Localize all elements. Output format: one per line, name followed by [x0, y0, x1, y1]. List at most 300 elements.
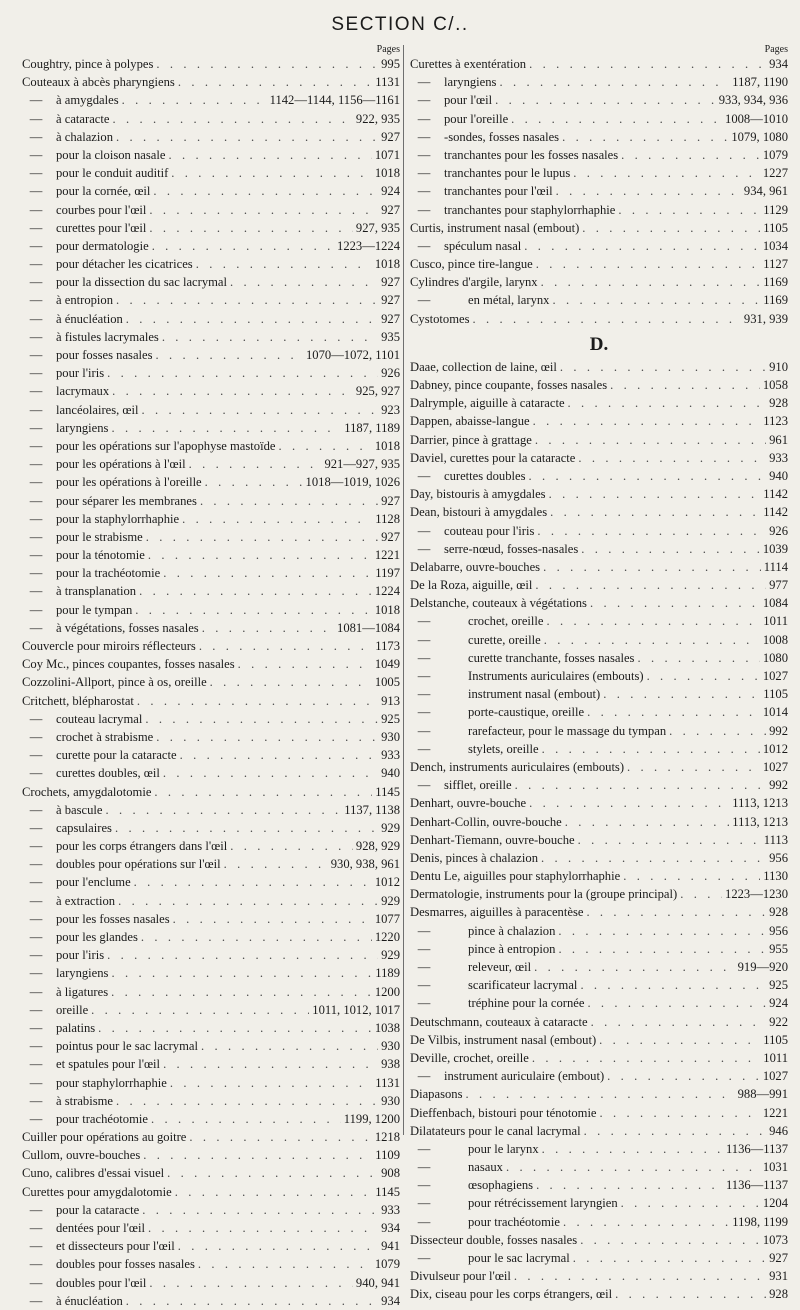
entry-label: Dabney, pince coupante, fosses nasales [410, 378, 608, 392]
ditto-dash: — [417, 996, 431, 1011]
entry-page: 931 [769, 1269, 788, 1284]
ditto-dash: — [417, 75, 431, 90]
entry-label: pour le strabisme [56, 529, 143, 544]
entry-label: releveur, œil [468, 960, 532, 974]
entry-label: Curettes à exentération [410, 57, 527, 71]
entry-page: 1008—1010 [725, 111, 788, 126]
entry-label: en métal, larynx [468, 293, 550, 308]
index-entry [410, 431, 788, 449]
ditto-dash: — [29, 366, 43, 381]
index-entry [410, 1104, 788, 1122]
entry-label: pour le conduit auditif [56, 166, 169, 181]
index-entry [410, 1194, 788, 1212]
dot-leader [578, 449, 766, 467]
entry-label: Cylindres d'argile, larynx [410, 275, 538, 290]
index-entry [410, 558, 788, 576]
index-entry [410, 1249, 788, 1267]
entry-page: 922 [769, 1014, 788, 1029]
entry-page: 1200 [374, 984, 400, 999]
entry-page: 1204 [762, 1196, 788, 1211]
entry-label: à bascule [56, 802, 103, 817]
entry-page: 927 [381, 293, 400, 308]
dot-leader [148, 1219, 378, 1237]
entry-page: 1079 [374, 1257, 400, 1272]
index-entry [22, 401, 400, 419]
entry-page: 1189 [375, 966, 400, 981]
ditto-dash: — [29, 802, 43, 817]
entry-page: 940 [769, 468, 788, 483]
index-entry [410, 849, 788, 867]
ditto-dash: — [29, 1257, 43, 1272]
entry-page: 1114 [763, 559, 788, 574]
entry-page: 1070—1072, 1101 [306, 348, 400, 362]
dot-leader [495, 91, 716, 109]
entry-page: 988—991 [737, 1087, 788, 1102]
entry-page: 931, 939 [743, 311, 788, 326]
entry-page: 1018 [374, 602, 400, 617]
index-entry [22, 382, 400, 400]
entry-page: 1058 [762, 378, 788, 392]
dot-leader [541, 849, 766, 867]
index-entry [410, 1140, 788, 1158]
entry-page: 1221 [762, 1105, 788, 1120]
index-column-left [22, 45, 400, 1310]
index-entry [410, 412, 788, 430]
dot-leader [116, 291, 378, 309]
entry-page: 1109 [375, 1148, 400, 1163]
entry-label: Dermatologie, instruments pour la (groupe principal) [410, 887, 678, 902]
entry-label: curettes pour l'œil [56, 220, 147, 235]
ditto-dash: — [29, 1057, 43, 1072]
entry-page: 961 [769, 432, 788, 447]
entry-label: pour la cloison nasale [56, 147, 166, 162]
ditto-dash: — [417, 1214, 431, 1229]
dot-leader [586, 903, 766, 921]
entry-label: crochet à strabisme [56, 729, 154, 744]
dot-leader [580, 1231, 760, 1249]
entry-page: 910 [769, 359, 788, 374]
index-entry [410, 73, 788, 91]
entry-label: oreille [56, 1002, 89, 1017]
entry-page: 1142—1144, 1156—1161 [269, 93, 400, 108]
entry-label: Couvercle pour miroirs réflecteurs [22, 639, 196, 653]
entry-label: tranchantes pour les fosses nasales [444, 147, 619, 162]
entry-label: Dench, instruments auriculaires (embouts) [410, 759, 625, 774]
ditto-dash: — [29, 766, 43, 781]
entry-page: 1136—1137 [725, 1141, 788, 1156]
index-entry [22, 764, 400, 782]
entry-page: 925 [381, 711, 400, 726]
entry-label: Cuiller pour opérations au goitre [22, 1130, 187, 1145]
index-entry [22, 146, 400, 164]
entry-label: pour la cataracte [56, 1202, 140, 1217]
index-entry [22, 255, 400, 273]
entry-page: 1197 [375, 566, 400, 581]
entry-page: 1129 [763, 202, 788, 217]
ditto-dash: — [29, 202, 43, 217]
index-entry [410, 128, 788, 146]
entry-page: 934, 961 [743, 184, 788, 199]
dot-leader [580, 976, 766, 994]
entry-label: pour les fosses nasales [56, 911, 170, 926]
entry-label: Instruments auriculaires (embouts) [468, 669, 644, 683]
entry-label: à fistules lacrymales [56, 329, 159, 344]
dot-leader [173, 910, 372, 928]
entry-page: 977 [769, 578, 788, 593]
entry-page: 1223—1230 [725, 887, 788, 902]
entry-page: 933 [769, 450, 788, 465]
entry-label: De Vilbis, instrument nasal (embout) [410, 1032, 597, 1047]
index-entry [22, 928, 400, 946]
index-entry [22, 946, 400, 964]
dot-leader [552, 291, 760, 309]
entry-page: 927 [381, 129, 400, 144]
ditto-dash: — [417, 741, 431, 756]
ditto-dash: — [29, 966, 43, 981]
dot-leader [560, 358, 766, 376]
index-entry [22, 601, 400, 619]
entry-page: 938 [381, 1057, 400, 1072]
entry-page: 992 [769, 778, 788, 793]
index-entry [410, 776, 788, 794]
index-entry [22, 310, 400, 328]
entry-page: 1137, 1138 [344, 802, 400, 817]
ditto-dash: — [417, 111, 431, 126]
ditto-dash: — [29, 1093, 43, 1108]
dot-leader [584, 1122, 766, 1140]
dot-leader [563, 1213, 729, 1231]
entry-page: 1049 [374, 657, 400, 672]
entry-label: serre-nœud, fosses-nasales [444, 541, 579, 556]
entry-page: 1128 [375, 511, 400, 526]
index-entry [410, 164, 788, 182]
index-entry [410, 885, 788, 903]
dot-leader [116, 1092, 378, 1110]
entry-page: 1011 [763, 1050, 788, 1065]
entry-label: instrument nasal (embout) [468, 687, 601, 702]
ditto-dash: — [29, 257, 43, 272]
ditto-dash: — [417, 202, 431, 217]
index-entry [22, 710, 400, 728]
entry-page: 929 [381, 820, 400, 835]
dot-leader [547, 612, 761, 630]
ditto-dash: — [417, 468, 431, 483]
ditto-dash: — [29, 748, 43, 763]
dot-leader [549, 485, 761, 503]
entry-page: 927 [381, 529, 400, 544]
index-entry [410, 867, 788, 885]
entry-page: 1169 [763, 275, 788, 290]
ditto-dash: — [29, 184, 43, 199]
index-entry [22, 91, 400, 109]
entry-label: curette tranchante, fosses nasales [468, 650, 635, 665]
dot-leader [134, 873, 372, 891]
entry-label: Dean, bistouri à amygdales [410, 505, 548, 520]
entry-label: à strabisme [56, 1093, 114, 1108]
dot-leader [238, 655, 372, 673]
dot-leader [126, 310, 378, 328]
index-entry [22, 582, 400, 600]
entry-label: à végétations, fosses nasales [56, 620, 199, 635]
entry-label: à entropion [56, 293, 114, 308]
index-entry [22, 164, 400, 182]
index-entry [410, 146, 788, 164]
dot-leader [182, 510, 372, 528]
dot-leader [112, 110, 352, 128]
dot-leader [189, 1128, 371, 1146]
dot-leader [587, 994, 766, 1012]
entry-label: à énucléation [56, 311, 123, 326]
entry-label: à chalazion [56, 129, 113, 144]
entry-page: 927 [381, 202, 400, 217]
entry-page: 925, 927 [355, 384, 400, 399]
entry-label: curette, oreille [468, 632, 541, 647]
dot-leader [558, 940, 766, 958]
ditto-dash: — [417, 147, 431, 162]
entry-page: 1105 [763, 687, 788, 702]
index-entry [22, 510, 400, 528]
index-entry [410, 794, 788, 812]
entry-label: pince à entropion [468, 941, 556, 956]
entry-label: tranchantes pour l'œil [444, 184, 553, 199]
index-entry [22, 1037, 400, 1055]
entry-page: 1014 [762, 705, 788, 720]
index-entry [410, 1085, 788, 1103]
index-entry [410, 1285, 788, 1303]
ditto-dash: — [417, 1160, 431, 1175]
dot-leader [196, 255, 372, 273]
entry-label: et dissecteurs pour l'œil [56, 1239, 175, 1254]
dot-leader [472, 310, 740, 328]
entry-page: 1039 [762, 541, 788, 556]
ditto-dash: — [417, 614, 431, 629]
dot-leader [680, 885, 722, 903]
entry-label: Coy Mc., pinces coupantes, fosses nasales [22, 657, 235, 672]
index-entry [410, 594, 788, 612]
index-entry [22, 55, 400, 73]
dot-leader [542, 740, 760, 758]
dot-leader [610, 376, 760, 394]
index-entry [22, 855, 400, 873]
entry-page: 933, 934, 936 [718, 93, 788, 108]
index-entry [22, 291, 400, 309]
entry-page: 927, 935 [355, 220, 400, 235]
dot-leader [627, 758, 760, 776]
entry-label: à cataracte [56, 111, 110, 126]
entry-page: 1080 [762, 650, 788, 665]
entry-label: à énucléation [56, 1293, 123, 1308]
dot-leader [141, 928, 372, 946]
ditto-dash: — [29, 438, 43, 453]
dot-leader [537, 522, 766, 540]
dot-leader [171, 164, 372, 182]
index-entry [410, 182, 788, 200]
entry-label: pour l'iris [56, 948, 105, 963]
dot-leader [106, 801, 342, 819]
index-entry [410, 831, 788, 849]
entry-page: 1105 [763, 1032, 788, 1047]
ditto-dash: — [29, 1111, 43, 1126]
index-entry [22, 419, 400, 437]
ditto-dash: — [29, 1020, 43, 1035]
entry-page: 1169 [763, 293, 788, 308]
index-entry [22, 801, 400, 819]
ditto-dash: — [29, 857, 43, 872]
entry-label: stylets, oreille [468, 741, 539, 756]
dot-leader [112, 382, 353, 400]
entry-label: pour staphylorrhaphie [56, 1075, 167, 1090]
dot-leader [542, 1140, 723, 1158]
entry-label: pour la trachéotomie [56, 566, 161, 581]
entry-label: doubles pour l'œil [56, 1275, 147, 1290]
entry-label: doubles pour opérations sur l'œil [56, 857, 221, 872]
dot-leader [647, 667, 760, 685]
dot-leader [156, 346, 303, 364]
dot-leader [514, 1267, 766, 1285]
index-entry [22, 1110, 400, 1128]
entry-page: 1218 [374, 1130, 400, 1145]
entry-page: 934 [381, 1221, 400, 1235]
dot-leader [623, 867, 760, 885]
dot-leader [528, 467, 766, 485]
index-entry [22, 692, 400, 710]
entry-page: 1113, 1213 [732, 796, 788, 811]
entry-label: pour trachéotomie [56, 1111, 148, 1126]
dot-leader [111, 419, 341, 437]
entry-label: Divulseur pour l'œil [410, 1269, 511, 1284]
entry-label: Darrier, pince à grattage [410, 432, 532, 447]
entry-page: 908 [381, 1166, 400, 1181]
entry-label: Critchett, blépharostat [22, 693, 134, 708]
entry-label: pour le sac lacrymal [468, 1251, 570, 1265]
ditto-dash: — [29, 311, 43, 326]
index-entry [410, 503, 788, 521]
dot-leader [465, 1085, 734, 1103]
entry-page: 1018 [374, 438, 400, 453]
index-entry [22, 437, 400, 455]
index-entry [22, 219, 400, 237]
index-entry [22, 110, 400, 128]
index-entry [410, 1013, 788, 1031]
dot-leader [189, 455, 322, 473]
entry-label: lacrymaux [56, 384, 110, 399]
entry-page: 1027 [762, 669, 788, 683]
ditto-dash: — [29, 711, 43, 726]
ditto-dash: — [417, 687, 431, 702]
column-divider [403, 45, 404, 1135]
ditto-dash: — [29, 275, 43, 290]
entry-page: 1011 [763, 614, 788, 629]
dot-leader [149, 219, 353, 237]
ditto-dash: — [29, 529, 43, 544]
entry-page: 956 [769, 923, 788, 938]
index-entry [22, 128, 400, 146]
entry-label: Cozzolini-Allport, pince à os, oreille [22, 675, 207, 690]
index-entry [410, 1267, 788, 1285]
dot-leader [163, 1055, 378, 1073]
ditto-dash: — [417, 1251, 431, 1265]
entry-page: 1187, 1190 [732, 75, 788, 90]
ditto-dash: — [417, 166, 431, 181]
dot-leader [151, 1110, 341, 1128]
index-entry [22, 1128, 400, 1146]
dot-leader [568, 394, 767, 412]
index-entry [22, 1255, 400, 1273]
entry-page: 1031 [762, 1160, 788, 1175]
index-entry [410, 758, 788, 776]
index-entry [410, 310, 788, 328]
dot-leader [199, 637, 372, 655]
dot-leader [111, 964, 372, 982]
entry-page: 934 [381, 1293, 400, 1308]
index-entry [410, 740, 788, 758]
dot-leader [581, 540, 760, 558]
dot-leader [543, 558, 761, 576]
entry-label: laryngiens [56, 966, 109, 981]
entry-page: 923 [381, 402, 400, 417]
dot-leader [587, 703, 760, 721]
dot-leader [205, 473, 303, 491]
dot-leader [535, 431, 766, 449]
dot-leader [201, 1037, 378, 1055]
index-entry [22, 1292, 400, 1310]
entry-page: 933 [381, 748, 400, 763]
index-entry [22, 346, 400, 364]
ditto-dash: — [29, 420, 43, 435]
ditto-dash: — [29, 875, 43, 890]
ditto-dash: — [417, 129, 431, 144]
ditto-dash: — [417, 941, 431, 956]
entry-label: curettes doubles [444, 468, 526, 483]
entry-label: curettes doubles, œil [56, 766, 160, 781]
dot-leader [515, 776, 766, 794]
dot-leader [532, 1049, 760, 1067]
entry-label: Daae, collection de laine, œil [410, 359, 557, 374]
ditto-dash: — [29, 166, 43, 181]
dot-leader [615, 1285, 766, 1303]
entry-label: Dieffenbach, bistouri pour ténotomie [410, 1105, 597, 1120]
ditto-dash: — [417, 238, 431, 253]
ditto-dash: — [29, 1275, 43, 1290]
entry-label: pour les corps étrangers dans l'œil [56, 839, 228, 854]
dot-leader [202, 619, 334, 637]
entry-label: Daviel, curettes pour la cataracte [410, 450, 576, 465]
dot-leader [107, 364, 378, 382]
entry-page: 1187, 1189 [344, 420, 400, 435]
entry-page: 992 [769, 723, 788, 738]
ditto-dash: — [29, 911, 43, 926]
ditto-dash: — [417, 1178, 431, 1193]
entry-label: Dentu Le, aiguilles pour staphylorrhaphie [410, 869, 621, 884]
ditto-dash: — [29, 1293, 43, 1308]
entry-page: 1145 [375, 784, 400, 799]
index-entry [410, 255, 788, 273]
entry-page: 1173 [375, 639, 400, 653]
dot-leader [536, 255, 761, 273]
entry-label: Dix, ciseau pour les corps étrangers, œil [410, 1287, 613, 1302]
entry-page: 927 [381, 493, 400, 508]
index-entry [410, 722, 788, 740]
ditto-dash: — [29, 1221, 43, 1235]
dot-leader [139, 582, 372, 600]
index-entry [22, 783, 400, 801]
dot-leader [91, 1001, 309, 1019]
index-entry [410, 110, 788, 128]
ditto-dash: — [29, 1075, 43, 1090]
entry-label: nasaux [468, 1160, 503, 1175]
entry-label: Cusco, pince tire-langue [410, 257, 533, 272]
dot-leader [152, 237, 334, 255]
